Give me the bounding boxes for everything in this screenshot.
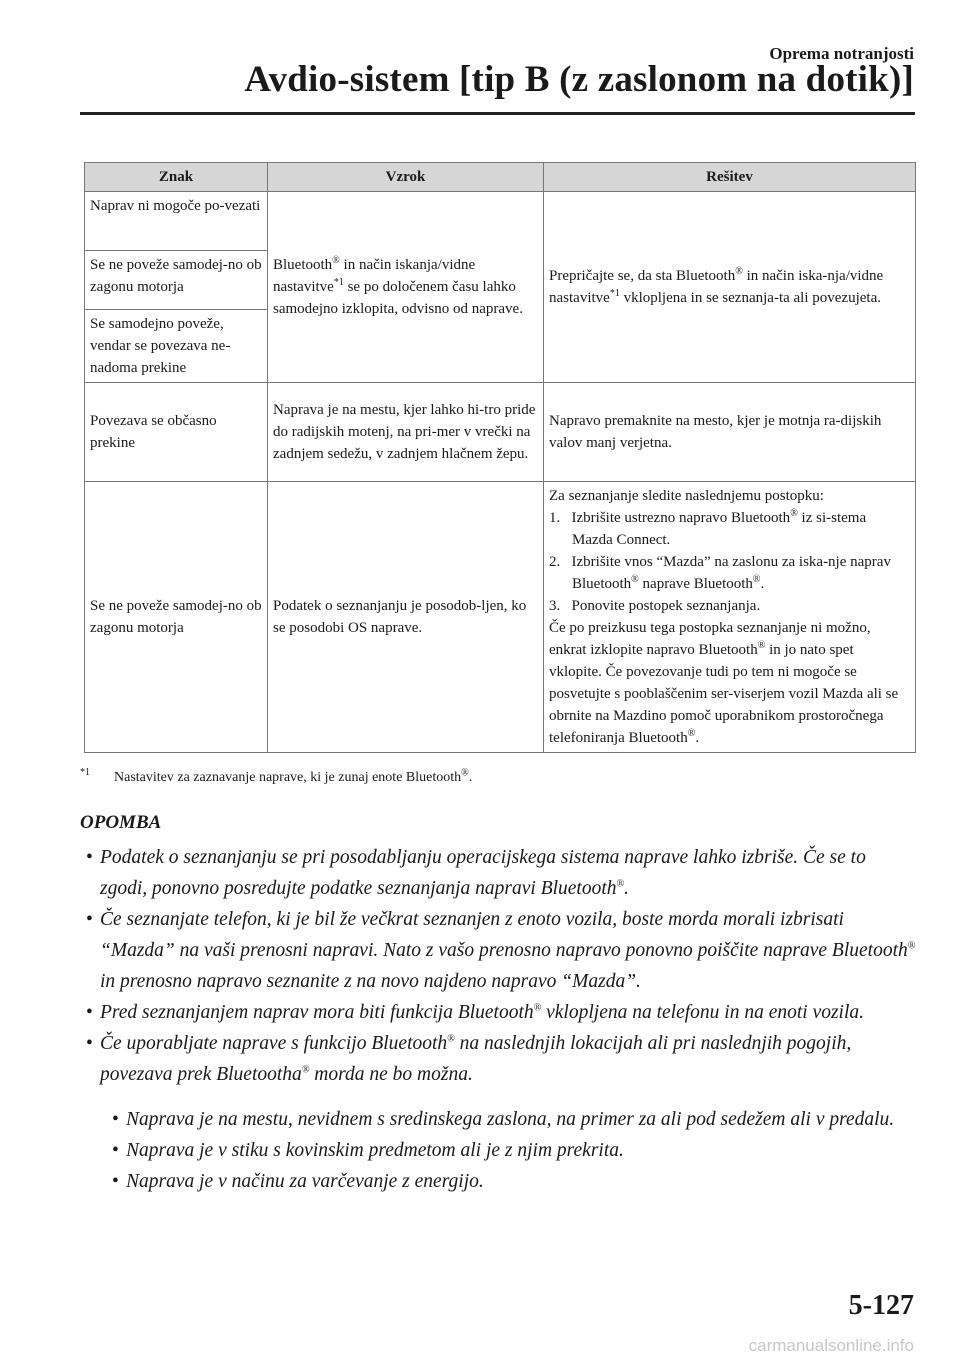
bullet-icon: • (112, 1109, 119, 1130)
list-item: 3. Ponovite postopek seznanjanja. (549, 598, 761, 614)
header-solution: Rešitev (544, 163, 916, 192)
list-item: • Če seznanjate telefon, ki je bil že večkrat seznanjen z enoto vozila, boste morda morali izbrisati “Mazda” na vaši prenosni napravi. Nato z vašo prenosno napravo ponovno poiščite naprave Bluetooth® in prenosno napravo seznanite z na novo najdeno napravo “Mazda”. (86, 904, 916, 997)
list-item: • Če uporabljate naprave s funkcijo Bluetooth® na naslednjih lokacijah ali pri naslednjih pogojih, povezava prek Bluetootha® morda ne bo možna. (86, 1028, 916, 1090)
watermark: carmanualsonline.info (748, 1336, 914, 1355)
sign-cell: Se samodejno poveže, vendar se povezava ne-nadoma prekine (85, 310, 268, 383)
troubleshooting-table (84, 162, 916, 753)
list-item: • Naprava je na mestu, nevidnem s sredinskega zaslona, na primer za ali pod sedežem ali v predalu. (112, 1104, 916, 1135)
cause-cell: Podatek o seznanjanju je posodob-ljen, ko se posodobi OS naprave. (268, 482, 544, 753)
registered-mark: ® (332, 255, 340, 266)
list-item: 1. Izbrišite ustrezno napravo Bluetooth® iz si-stema Mazda Connect. (549, 508, 867, 548)
bullet-icon: • (112, 1140, 119, 1161)
header-sign: Znak (85, 163, 268, 192)
bullet-icon: • (86, 847, 93, 868)
section-label: Oprema notranjosti (769, 44, 914, 63)
table-row (85, 383, 916, 482)
bullet-icon: • (86, 1002, 93, 1023)
page-number: 5-127 (848, 1290, 914, 1321)
table-header-row (85, 163, 916, 192)
sign-cell: Se ne poveže samodej-no ob zagonu motorja (85, 251, 268, 310)
bullet-icon: • (86, 1033, 93, 1054)
solution-cell: Prepričajte se, da sta Bluetooth® in način iska-nja/vidne nastavitve$^{*1}$ vklopljena in se seznanja-ta ali povezujeta. (544, 192, 916, 383)
list-item: • Naprava je v stiku s kovinskim predmetom ali je z njim prekrita. (112, 1135, 916, 1166)
bullet-icon: • (112, 1171, 119, 1192)
list-item: • Podatek o seznanjanju se pri posodabljanju operacijskega sistema naprave lahko izbriše. Če se to zgodi, ponovno posredujte podatke seznanjanja napravi Bluetooth®. (86, 842, 916, 904)
cause-cell: Bluetooth® in način iskanja/vidne nastavitve$^{*1}$ se po določenem času lahko samodejno izklopita, odvisno od naprave. (268, 192, 544, 383)
steps-after: Če po preizkusu tega postopka seznanjanje ni možno, enkrat izklopite napravo Bluetooth® in jo nato spet vklopite. Če povezovanje tudi po tem ni mogoče se posvetujte s pooblaščenim ser-viserjem vozil Mazda ali se obrnite na Mazdino pomoč uporabnikom prostoročnega telefoniranja Bluetooth®. (549, 620, 899, 746)
note-title: OPOMBA (80, 812, 162, 833)
sign-cell: Se ne poveže samodej-no ob zagonu motorja (85, 482, 268, 753)
list-item: • Pred seznanjanjem naprav mora biti funkcija Bluetooth® vklopljena na telefonu in na enoti vozila. (86, 997, 916, 1028)
list-item: 2. Izbrišite vnos “Mazda” na zaslonu za iska-nje naprav Bluetooth® naprave Bluetooth®. (549, 554, 891, 592)
steps-list (549, 507, 910, 617)
solution-cell (544, 482, 916, 753)
page-title: Avdio-sistem [tip B (z zaslonom na dotik)] (244, 59, 914, 100)
cause-cell: Naprava je na mestu, kjer lahko hi-tro pride do radijskih motenj, na pri-mer v vrečki na zadnjem sedežu, v zadnjem hlačnem žepu. (268, 383, 544, 482)
solution-cell: Napravo premaknite na mesto, kjer je motnja ra-dijskih valov manj verjetna. (544, 383, 916, 482)
sign-cell: Povezava se občasno prekine (85, 383, 268, 482)
header-rule (80, 112, 915, 115)
bullet-icon: • (86, 909, 93, 930)
table-row (85, 482, 916, 753)
table-row (85, 192, 916, 251)
list-item: • Naprava je v načinu za varčevanje z energijo. (112, 1166, 916, 1197)
sign-cell: Naprav ni mogoče po-vezati (85, 192, 268, 251)
sub-list (86, 1104, 916, 1197)
steps-intro: Za seznanjanje sledite naslednjemu postopku: (549, 488, 824, 504)
note-list (86, 842, 916, 1197)
footnote: $^{*1}$ Nastavitev za zaznavanje naprave, ki je zunaj enote Bluetooth®. (80, 767, 473, 785)
header-cause: Vzrok (268, 163, 544, 192)
